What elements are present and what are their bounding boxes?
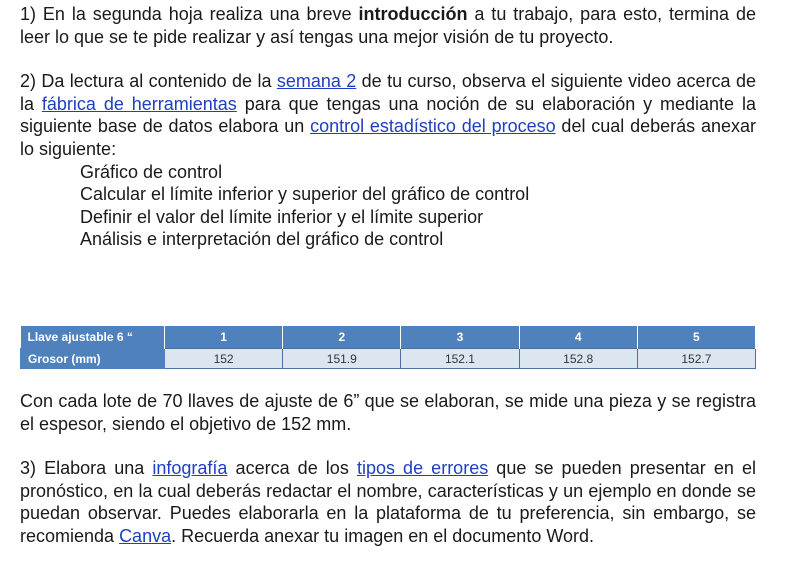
table-cell: 152.1 <box>401 349 519 369</box>
list-item: Gráfico de control <box>80 161 223 182</box>
link-fabrica-herramientas[interactable]: fábrica de herramientas <box>41 93 237 114</box>
paragraph-lote-descripcion: Con cada lote de 70 llaves de ajuste de 6” que se elaboran, se mide una pieza y se registra el espesor, siendo el objetivo de 152 mm. <box>20 391 756 434</box>
link-semana-2[interactable]: semana 2 <box>276 71 357 92</box>
table-cell: 152 <box>165 349 283 369</box>
paragraph-1-bold-introduccion: introducción <box>358 4 468 24</box>
table-header-cell: 3 <box>401 326 519 349</box>
paragraph-infografia <box>20 457 756 547</box>
paragraph-3-text-1: 3) Elabora una <box>20 458 153 479</box>
paragraph-3-text-3: que se pueden presentar en el pronóstico, en la cual deberás redactar el nombre, características y un ejemplo en donde se puedan observar. Puedes elaborarla en la plataforma de tu preferencia, sin embargo, se recomienda <box>20 458 757 546</box>
table-header-cell: 1 <box>165 326 283 349</box>
document-body-lower <box>20 390 756 548</box>
data-table <box>20 326 756 369</box>
paragraph-1-prefix: 1) En la segunda hoja realiza una breve <box>20 4 359 24</box>
list-item: Calcular el límite inferior y superior del gráfico de control <box>80 184 530 205</box>
table-row-label: Grosor (mm) <box>21 349 165 369</box>
paragraph-introduccion <box>20 3 756 48</box>
paragraph-2-text-3: para que tengas una noción de su elaboración y mediante la siguiente base de datos elabora un <box>20 93 756 137</box>
paragraph-1-suffix: a tu trabajo, para esto, termina de leer lo que se te pide realizar y así tengas una mejor visión de tu proyecto. <box>20 4 756 47</box>
paragraph-3-text-2: acerca de los <box>227 458 357 479</box>
table-header-label: Llave ajustable 6 “ <box>21 326 165 349</box>
data-table-wrapper <box>20 326 756 369</box>
paragraph-3-text-4: . Recuerda anexar tu imagen en el documento Word. <box>171 525 595 546</box>
paragraph-2-text-4: del cual deberás anexar lo siguiente: <box>20 116 756 159</box>
deliverables-list <box>20 161 756 251</box>
table-row <box>21 349 756 369</box>
link-infografia[interactable]: infografía <box>152 458 228 479</box>
table-cell: 151.9 <box>283 349 401 369</box>
table-header-row <box>21 326 756 349</box>
document-body <box>20 3 756 251</box>
link-canva[interactable]: Canva <box>119 525 172 546</box>
table-header-cell: 2 <box>283 326 401 349</box>
paragraph-lectura <box>20 70 756 160</box>
paragraph-2-text-1: 2) Da lectura al contenido de la <box>20 71 277 92</box>
table-cell: 152.8 <box>519 349 637 369</box>
table-cell: 152.7 <box>637 349 755 369</box>
link-tipos-errores[interactable]: tipos de errores <box>356 458 489 479</box>
table-header-cell: 4 <box>519 326 637 349</box>
list-item: Definir el valor del límite inferior y el límite superior <box>80 206 484 227</box>
table-header-cell: 5 <box>637 326 755 349</box>
list-item: Análisis e interpretación del gráfico de control <box>80 229 444 250</box>
link-control-estadistico[interactable]: control estadístico del proceso <box>310 116 556 137</box>
paragraph-2-text-2: de tu curso, observa el siguiente video acerca de la <box>20 71 756 114</box>
